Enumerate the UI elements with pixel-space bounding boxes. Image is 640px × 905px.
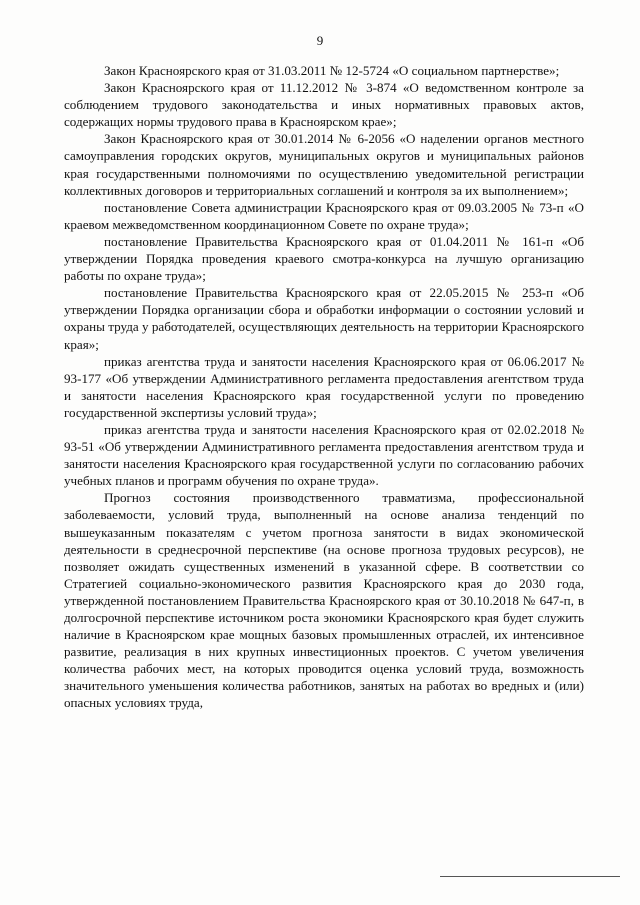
paragraph-law-social-partnership: Закон Красноярского края от 31.03.2011 № 12-5724 «О социальном партнерстве»; xyxy=(104,63,560,78)
scan-edge-line xyxy=(440,876,620,877)
paragraph-order-state-expertise: приказ агентства труда и занятости населения Красноярского края от 06.06.2017 № 93-177 «Об утверждении Административного регламента предоставления агентством труда и занятости населения Красноярского края государственной услуги по проведению государственной экспертизы условий труда»; xyxy=(64,353,584,420)
paragraph-law-local-government-powers: Закон Красноярского края от 30.01.2014 № 6-2056 «О наделении органов местного самоуправления городских округов, муниципальных округов и муниципальных районов края государственными полномочиями по осуществлению уведомительной регистрации коллективных договоров и территориальных соглашений и контроля за их выполнением»; xyxy=(64,131,584,198)
paragraph-order-training-programs: приказ агентства труда и занятости населения Красноярского края от 02.02.2018 № 93-51 «Об утверждении Административного регламента предоставления агентством труда и занятости населения Красноярского края государственной услуги по согласованию рабочих учебных планов и программ обучения по охране труда». xyxy=(64,421,584,489)
paragraph-forecast: Прогноз состояния производственного травматизма, профессиональной заболеваемости, условий труда, выполненный на основе анализа тенденций по вышеуказанным показателям с учетом прогноза занятости в видах экономической деятельности в среднесрочной перспективе (на основе прогноза трудовых ресурсов), не позволяет ожидать существенных изменений в указанной сфере. В соответствии со Стратегией социально-экономического развития Красноярского края до 2030 года, утвержденной постановлением Правительства Красноярского края от 30.10.2018 № 647-п, в долгосрочной перспективе источником роста экономики Красноярского края будет служить наличие в Красноярском крае мощных базовых промышленных отраслей, их интенсивное развитие, реализация в них крупных инвестиционных проектов. С учетом увеличения количества рабочих мест, на которых проводится оценка условий труда, возможность значительного уменьшения количества работников, занятых на работах во вредных и (или) опасных условиях труда, xyxy=(64,490,584,711)
paragraph-resolution-review-contest: постановление Правительства Красноярского края от 01.04.2011 № 161-п «Об утверждении Порядка проведения краевого смотра-конкурса на лучшую организацию работы по охране труда»; xyxy=(64,233,584,284)
paragraph-resolution-information-collection: постановление Правительства Красноярского края от 22.05.2015 № 253-п «Об утверждении Порядка организации сбора и обработки информации о состоянии условий и охраны труда у работодателей, осуществляющих деятельность на территории Красноярского края»; xyxy=(64,285,584,352)
document-body xyxy=(64,62,584,712)
paragraph-law-departmental-control: Закон Красноярского края от 11.12.2012 № 3-874 «О ведомственном контроле за соблюдением трудового законодательства и иных нормативных правовых актов, содержащих нормы трудового права в Красноярском крае»; xyxy=(64,80,584,130)
page-number: 9 xyxy=(316,33,324,48)
paragraph-resolution-coordination-council: постановление Совета администрации Красноярского края от 09.03.2005 № 73-п «О краевом межведомственном координационном Совете по охране труда»; xyxy=(64,199,584,232)
